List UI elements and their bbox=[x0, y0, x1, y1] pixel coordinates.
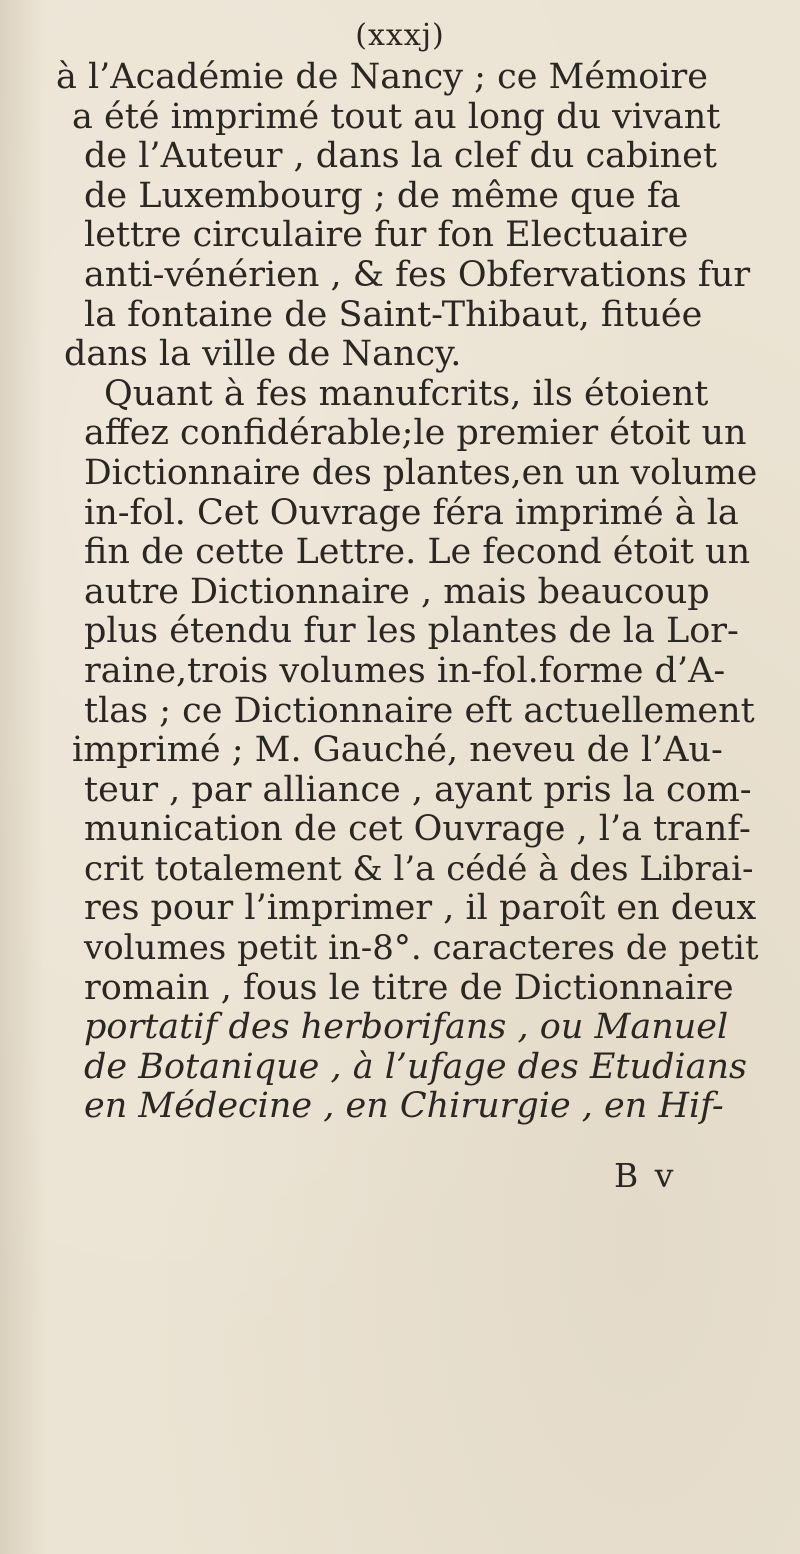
text-line: teur , par alliance , ayant pris la com- bbox=[84, 769, 752, 810]
text-line: Quant à fes manufcrits, ils étoient bbox=[104, 373, 709, 414]
text-line: res pour l’imprimer , il paroît en deux bbox=[84, 888, 757, 929]
text-line: crit totalement & l’a cédé à des Librai- bbox=[84, 848, 754, 889]
text-line: en Médecine , en Chirurgie , en Hif- bbox=[84, 1086, 724, 1127]
text-line: de Luxembourg ; de même que fa bbox=[84, 175, 681, 216]
text-line: portatif des herborifans , ou Manuel bbox=[84, 1007, 729, 1048]
body-text bbox=[40, 58, 760, 1127]
text-line: in-fol. Cet Ouvrage féra imprimé à la bbox=[84, 492, 739, 533]
text-line: a été imprimé tout au long du vivant bbox=[72, 96, 721, 137]
text-line: à l’Académie de Nancy ; ce Mémoire bbox=[56, 57, 708, 97]
text-line: imprimé ; M. Gauché, neveu de l’Au- bbox=[72, 730, 723, 771]
text-line: autre Dictionnaire , mais beaucoup bbox=[84, 571, 710, 612]
text-line: lettre circulaire fur fon Electuaire bbox=[84, 215, 689, 256]
text-line: anti-vénérien , & fes Obfervations fur bbox=[84, 254, 751, 295]
text-line: dans la ville de Nancy. bbox=[64, 334, 462, 375]
text-line: Dictionnaire des plantes,en un volume bbox=[84, 452, 758, 493]
text-line: romain , fous le titre de Dictionnaire bbox=[84, 967, 734, 1008]
text-line: fin de cette Lettre. Le fecond étoit un bbox=[84, 532, 751, 573]
text-line: de Botanique , à l’ufage des Etudians bbox=[84, 1046, 747, 1087]
text-line: de l’Auteur , dans la clef du cabinet bbox=[84, 136, 717, 177]
text-line: tlas ; ce Dictionnaire eft actuellement bbox=[84, 690, 755, 731]
text-line: munication de cet Ouvrage , l’a tranf- bbox=[84, 809, 751, 850]
text-line: raine,trois volumes in-fol.forme d’A- bbox=[84, 650, 726, 691]
text-line: volumes petit in-8°. caracteres de petit bbox=[84, 928, 759, 969]
text-line: plus étendu fur les plantes de la Lor- bbox=[84, 611, 739, 652]
page-header: (xxxj) bbox=[355, 18, 445, 53]
text-line: la fontaine de Saint-Thibaut, fituée bbox=[84, 294, 703, 335]
signature-mark: B v bbox=[614, 1156, 677, 1195]
text-line: affez confidérable;le premier étoit un bbox=[84, 413, 747, 454]
